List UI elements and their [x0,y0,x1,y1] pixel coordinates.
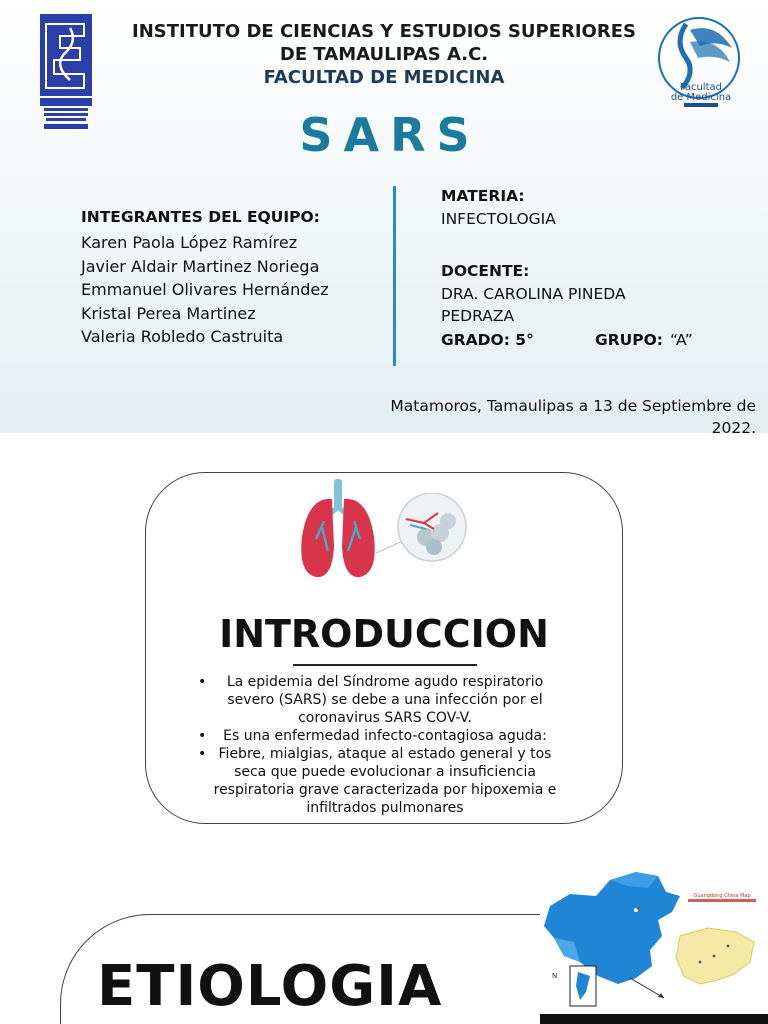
introduction-card [145,472,623,824]
bullet-text-line: infiltrados pulmonares [306,800,464,816]
materia-value: INFECTOLOGIA [441,210,556,228]
team-member-list [81,231,329,349]
title-slide [0,0,768,433]
date-line2: 2022. [711,419,756,433]
svg-text:de Medicina: de Medicina [670,92,732,103]
docente-name-line2: PEDRAZA [441,307,515,325]
bullet-dot: • [198,728,207,744]
team-heading: INTEGRANTES DEL EQUIPO: [81,208,320,226]
grupo-label: GRUPO: [595,331,663,349]
docente-label: DOCENTE: [441,262,530,280]
introduction-bullets [184,673,586,817]
team-member: Javier Aldair Martinez Noriega [81,256,320,276]
svg-text:N: N [552,972,558,980]
team-member: Kristal Perea Martinez [81,303,256,323]
map-icon [540,866,768,1024]
bullet-text-line: severo (SARS) se debe a una infección por el [227,692,543,708]
lungs-icon [298,477,378,582]
grado-label: GRADO: 5° [441,331,534,349]
team-member: Emmanuel Olivares Hernández [81,280,329,299]
list-item [184,745,586,817]
list-item [184,673,586,727]
institution-name-line2: DE TAMAULIPAS A.C. [279,44,489,65]
presentation-title: SARS [299,108,481,162]
alveoli-icon [376,493,472,563]
etiology-slide [0,866,768,1024]
docente-name-line1: DRA. CAROLINA PINEDA [441,285,626,303]
faculty-name: FACULTAD DE MEDICINA [263,67,505,88]
svg-text:Facultad: Facultad [680,82,722,93]
bullet-dot: • [198,746,207,762]
title-underline [293,664,477,666]
bullet-text-line: coronavirus SARS COV-V. [298,710,472,726]
bullet-text-line: Es una enfermedad infecto-contagiosa aguda: [223,728,547,744]
bullet-text-line: seca que puede evolucionar a insuficiencia [234,764,536,780]
bullet-dot: • [198,674,207,690]
date-line1: Matamoros, Tamaulipas a 13 de Septiembre de [390,397,756,415]
bullet-text-line: La epidemia del Síndrome agudo respiratorio [226,674,544,690]
introduction-title: INTRODUCCION [219,612,549,656]
materia-label: MATERIA: [441,187,525,205]
bullet-text-line: Fiebre, mialgias, ataque al estado general y tos [218,746,552,762]
team-member: Karen Paola López Ramírez [81,233,298,252]
china-map-image [540,866,768,1024]
map-label: Guangdong China Map [693,893,751,899]
faculty-logo [656,12,742,110]
vertical-divider [393,186,396,366]
date-location [356,395,756,433]
institution-name-line1: INSTITUTO DE CIENCIAS Y ESTUDIOS SUPERIORES [132,21,636,42]
faculty-logo-icon [656,12,742,110]
list-item [184,727,586,745]
etiology-title: ETIOLOGIA [97,954,443,1019]
grupo-value: “A” [670,331,693,349]
introduction-slide [0,433,768,866]
bullet-text-line: respiratoria grave caracterizada por hipoxemia e [213,782,557,798]
team-member: Valeria Robledo Castruita [81,327,284,346]
